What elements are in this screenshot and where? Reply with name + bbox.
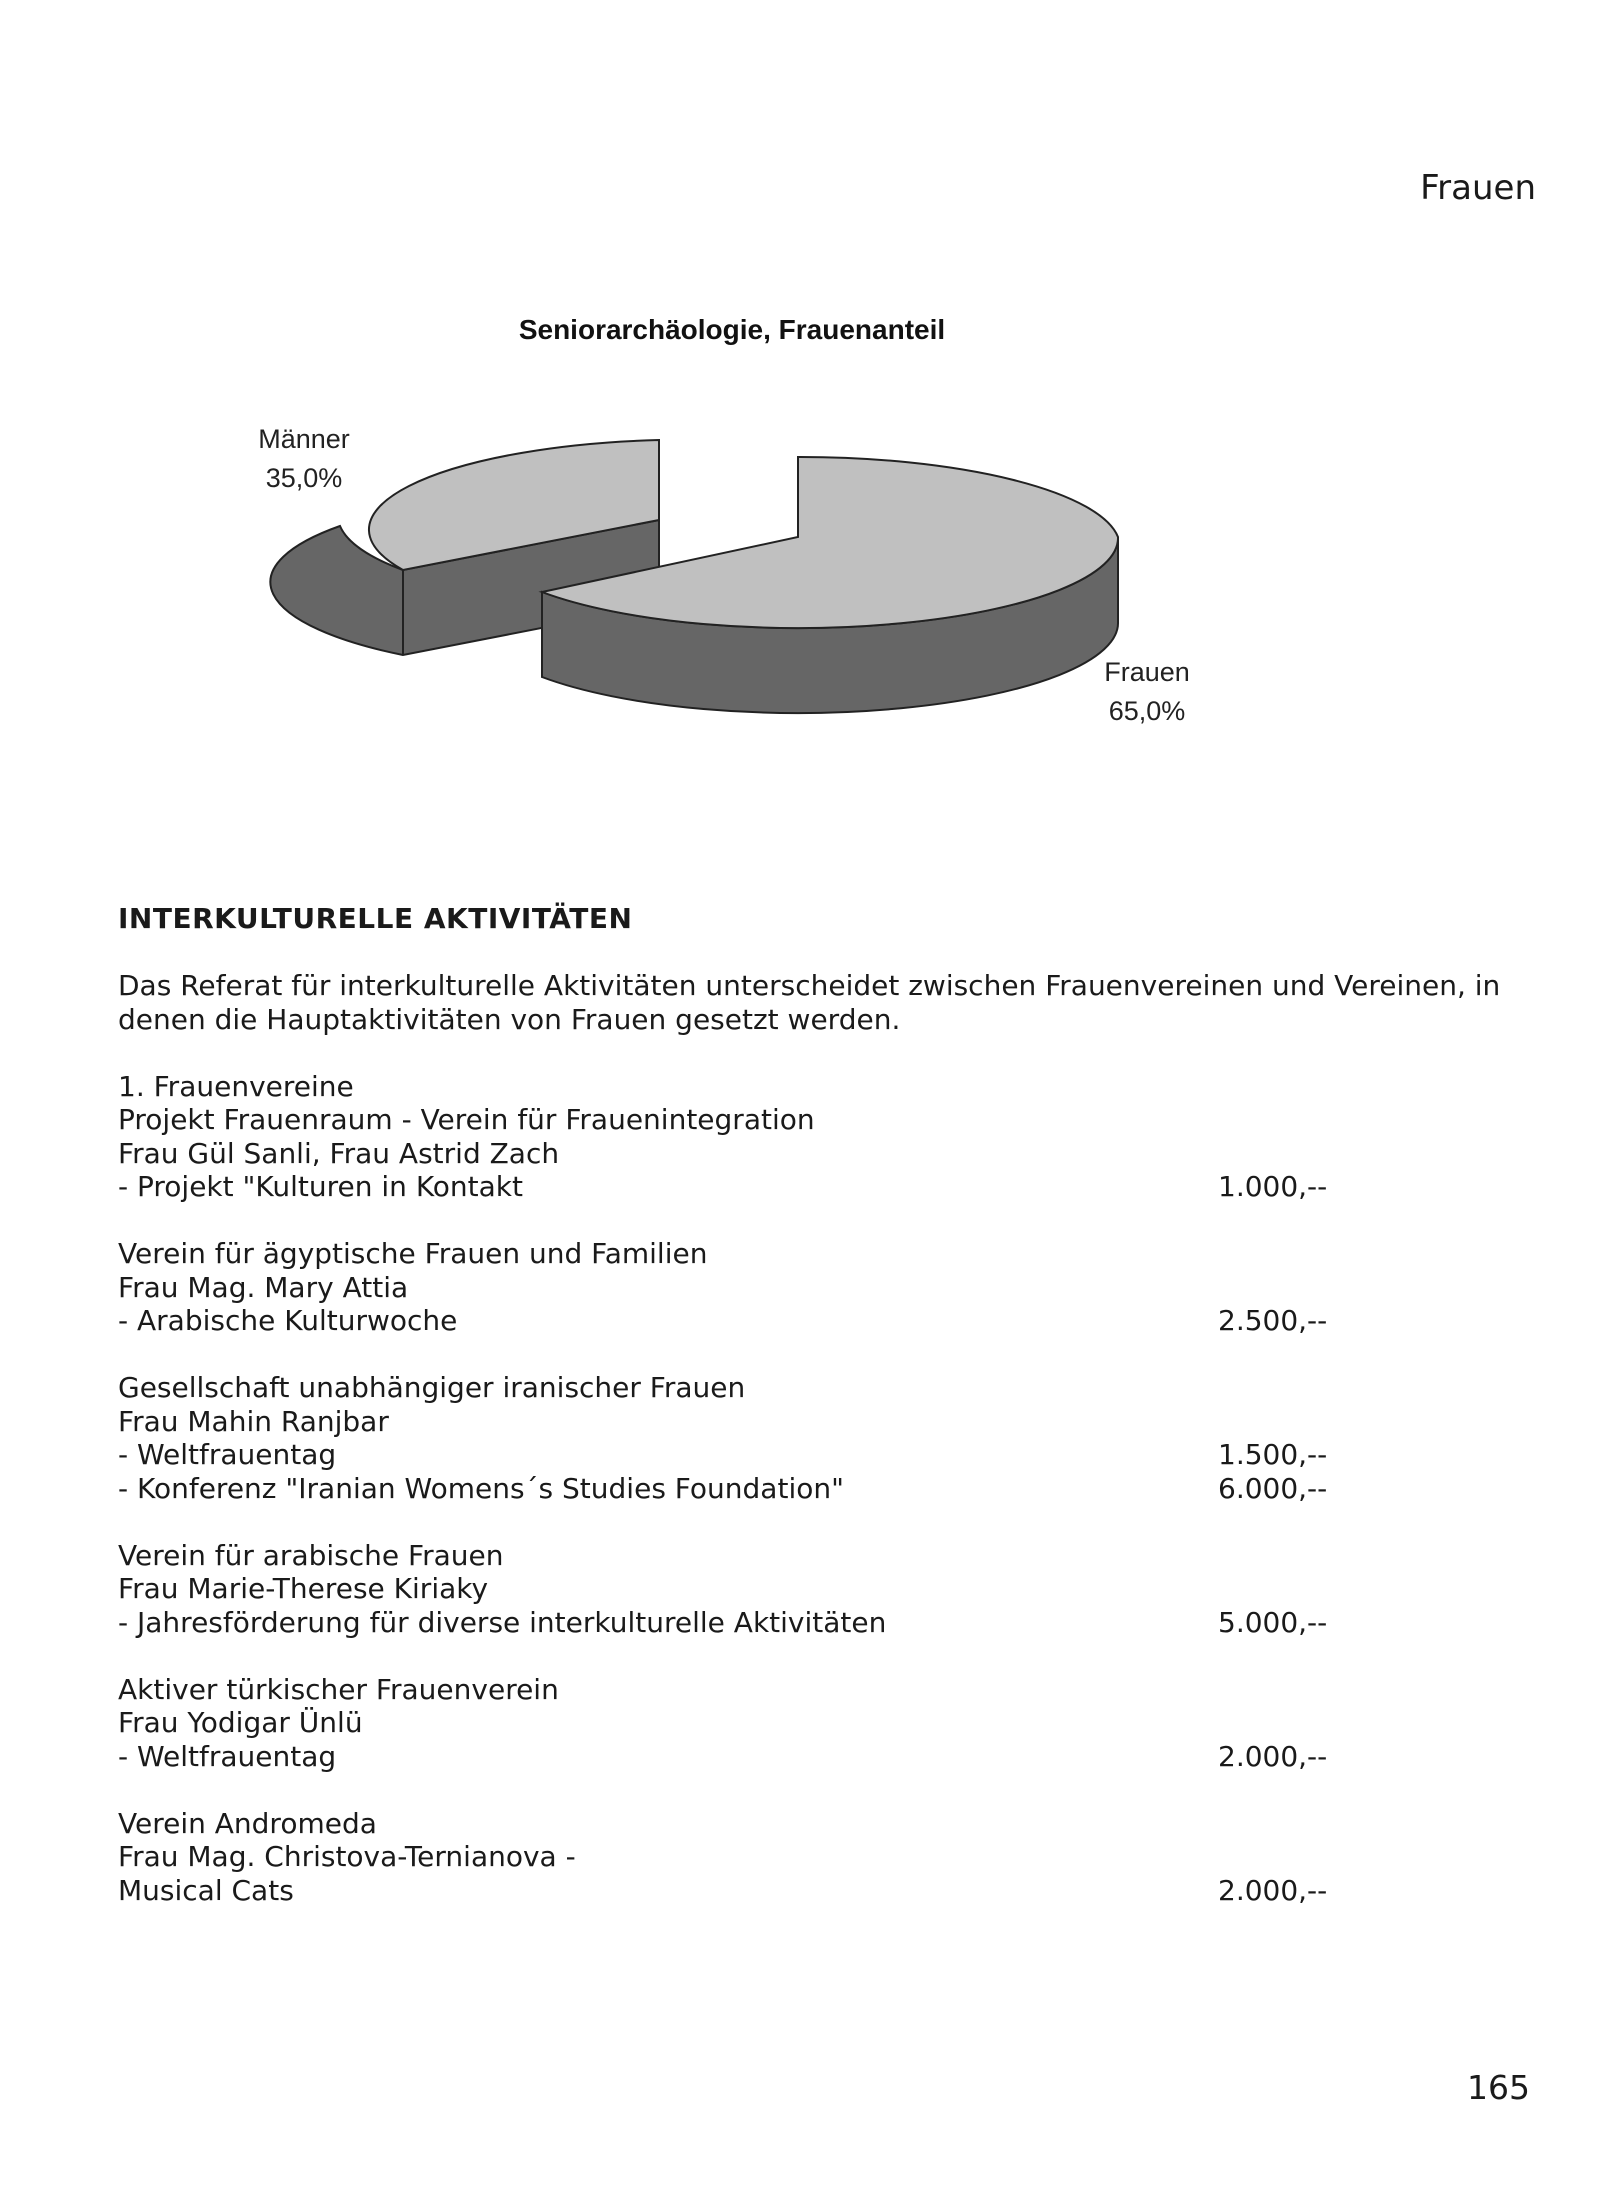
entry-line [118,1874,1518,1908]
entry-text: - Weltfrauentag [118,1739,337,1773]
entry-line [118,1103,1518,1137]
entry-text: - Projekt "Kulturen in Kontakt [118,1170,523,1203]
entry-text: Aktiver türkischer Frauenverein [118,1672,559,1706]
entry-text: Frau Gül Sanli, Frau Astrid Zach [118,1136,560,1170]
page-number: 165 [1467,2068,1530,2107]
intro-line: Das Referat für interkulturelle Aktivitäten unterscheidet zwischen Frauenvereinen und Vereinen, in [118,969,1501,1002]
entry-text: Verein für ägyptische Frauen und Familien [118,1237,708,1270]
entry-line [118,1304,1518,1338]
chart-title: Seniorarchäologie, Frauenanteil [518,314,946,345]
entry-text: Frau Marie-Therese Kiriaky [118,1572,489,1605]
entry-line [118,1271,1518,1305]
intro-paragraph [118,969,1538,1036]
entry-text: Frau Mahin Ranjbar [118,1404,389,1438]
label-maenner-name: Männer [258,424,350,454]
entry-amount: 2.000,-- [1218,1739,1328,1773]
entry-line [118,1405,1518,1439]
funding-entry [118,1807,1518,1908]
entry-line [118,1606,1518,1640]
entry-text: - Arabische Kulturwoche [118,1304,458,1337]
label-maenner-value: 35,0% [265,463,343,493]
section-header: Frauen [1420,168,1536,208]
label-frauen-value: 65,0% [1108,696,1186,726]
label-frauen-name: Frauen [1104,657,1190,687]
entry-amount: 1.000,-- [1218,1170,1328,1203]
entry-line [118,1371,1518,1405]
entry-line [118,1539,1518,1573]
entry-line [118,1438,1518,1472]
entry-text: Frau Mag. Christova-Ternianova - [118,1840,576,1873]
entry-amount: 5.000,-- [1218,1605,1328,1639]
entry-amount: 2.500,-- [1218,1304,1328,1337]
entry-line [118,1170,1518,1204]
main-content [118,902,1518,1941]
funding-entry [118,1070,1518,1204]
section-heading: INTERKULTURELLE AKTIVITÄTEN [118,902,633,935]
entry-line [118,1807,1518,1841]
funding-list [118,1070,1518,1908]
entry-line [118,1706,1518,1740]
pie-chart [0,0,1600,800]
entry-text: Frau Mag. Mary Attia [118,1270,409,1304]
entry-text: - Konferenz "Iranian Womens´s Studies Foundation" [118,1471,844,1505]
entry-text: - Jahresförderung für diverse interkulturelle Aktivitäten [118,1605,887,1639]
entry-line [118,1070,1518,1104]
funding-entry [118,1673,1518,1774]
entry-text: Verein Andromeda [118,1806,377,1840]
entry-line [118,1472,1518,1506]
entry-text: 1. Frauenvereine [118,1069,354,1103]
entry-text: Verein für arabische Frauen [118,1538,504,1572]
funding-entry [118,1371,1518,1505]
entry-amount: 2.000,-- [1218,1873,1328,1907]
entry-line [118,1572,1518,1606]
entry-text: Frau Yodigar Ünlü [118,1706,363,1739]
entry-text: Gesellschaft unabhängiger iranischer Frauen [118,1371,746,1404]
intro-line: denen die Hauptaktivitäten von Frauen gesetzt werden. [118,1002,901,1036]
entry-text: Projekt Frauenraum - Verein für Frauenintegration [118,1103,815,1136]
entry-line [118,1137,1518,1171]
entry-text: - Weltfrauentag [118,1438,337,1471]
funding-entry [118,1237,1518,1338]
entry-line [118,1840,1518,1874]
funding-entry [118,1539,1518,1640]
entry-line [118,1673,1518,1707]
entry-line [118,1237,1518,1271]
entry-amount: 6.000,-- [1218,1471,1328,1505]
entry-line [118,1740,1518,1774]
entry-amount: 1.500,-- [1218,1438,1328,1471]
entry-text: Musical Cats [118,1873,294,1907]
